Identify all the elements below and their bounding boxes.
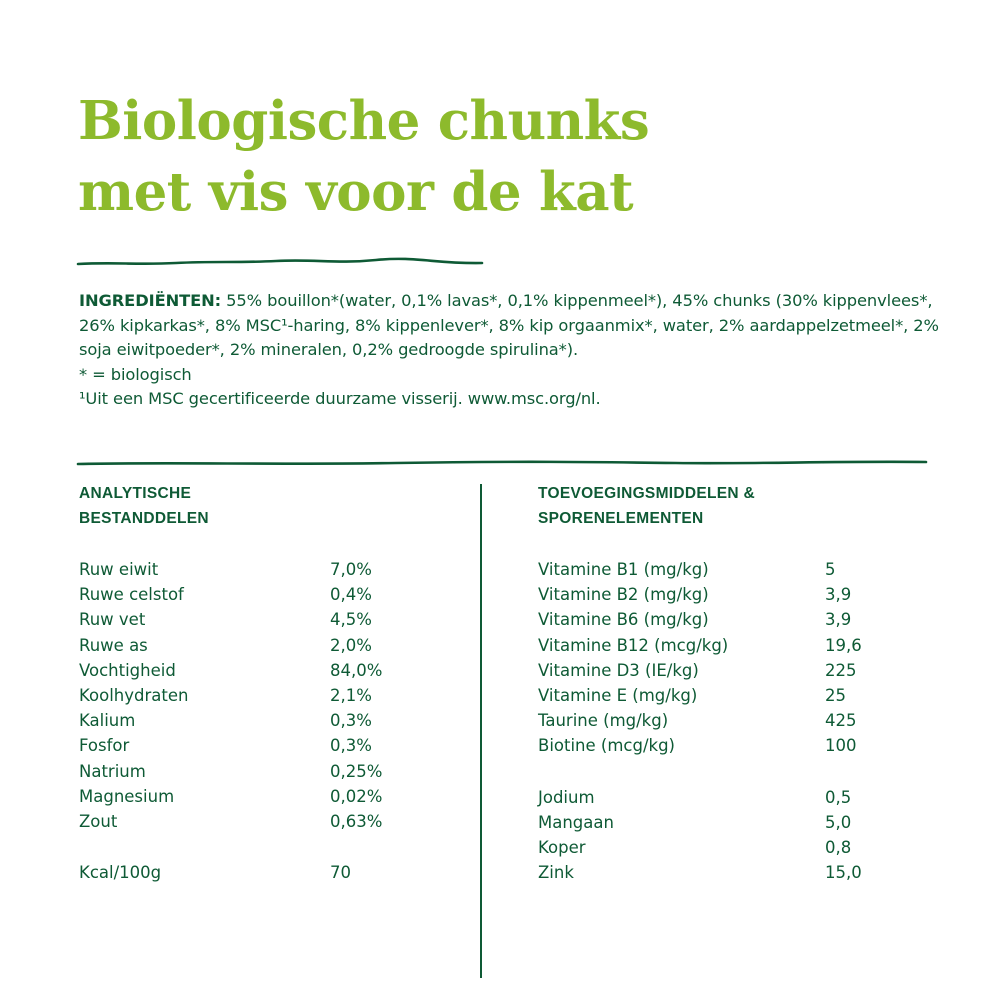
table-row bbox=[79, 708, 382, 733]
trace-element-name: Zink bbox=[538, 863, 574, 883]
table-row bbox=[79, 809, 382, 834]
additive-value: 3,9 bbox=[825, 585, 852, 605]
spacer bbox=[538, 759, 862, 785]
trace-element-value: 15,0 bbox=[825, 863, 862, 883]
table-row bbox=[538, 810, 862, 835]
additive-name: Vitamine B12 (mcg/kg) bbox=[538, 635, 729, 655]
nutrient-value: 84,0% bbox=[330, 660, 383, 680]
table-row bbox=[538, 582, 862, 607]
nutrient-value: 0,4% bbox=[330, 585, 372, 605]
nutrient-value: 2,0% bbox=[330, 635, 372, 655]
nutrient-name: Zout bbox=[79, 811, 118, 831]
table-row bbox=[79, 683, 382, 708]
table-row bbox=[538, 633, 862, 658]
trace-element-name: Mangaan bbox=[538, 812, 614, 832]
nutrient-name: Magnesium bbox=[79, 786, 175, 806]
nutrient-value: 0,63% bbox=[330, 811, 383, 831]
energy-value: 70 bbox=[330, 863, 351, 883]
nutrient-name: Ruwe celstof bbox=[79, 585, 184, 605]
additives-heading bbox=[538, 482, 755, 531]
spacer bbox=[79, 834, 382, 860]
nutrient-value: 2,1% bbox=[330, 685, 372, 705]
additive-name: Vitamine B6 (mg/kg) bbox=[538, 610, 709, 630]
ingredients-label: INGREDIËNTEN: bbox=[79, 291, 222, 310]
additive-name: Taurine (mg/kg) bbox=[538, 711, 669, 731]
additives-heading-line-2: SPORENELEMENTEN bbox=[538, 509, 704, 527]
table-row bbox=[79, 658, 382, 683]
additive-value: 5 bbox=[825, 560, 836, 579]
nutrient-name: Koolhydraten bbox=[79, 685, 189, 705]
footnote-msc: ¹Uit een MSC gecertificeerde duurzame visserij. www.msc.org/nl. bbox=[79, 389, 601, 408]
section-divider bbox=[76, 456, 928, 470]
table-row bbox=[538, 785, 862, 810]
trace-element-value: 5,0 bbox=[825, 812, 852, 832]
table-row bbox=[538, 835, 862, 860]
table-row bbox=[538, 683, 862, 708]
table-row bbox=[538, 860, 862, 885]
trace-element-value: 0,5 bbox=[825, 787, 852, 807]
energy-row bbox=[79, 860, 382, 885]
additive-value: 225 bbox=[825, 660, 857, 680]
table-row bbox=[538, 557, 862, 582]
trace-element-name: Koper bbox=[538, 837, 586, 857]
nutrient-name: Vochtigheid bbox=[79, 660, 176, 680]
additives-heading-line-1: TOEVOEGINGSMIDDELEN & bbox=[538, 485, 756, 502]
nutrient-name: Ruwe as bbox=[79, 635, 148, 655]
additive-value: 25 bbox=[825, 685, 846, 705]
title-line-1: Biologische chunks bbox=[78, 90, 650, 152]
additive-name: Biotine (mcg/kg) bbox=[538, 736, 675, 756]
trace-element-name: Jodium bbox=[538, 787, 595, 807]
nutrient-name: Ruw eiwit bbox=[79, 560, 159, 579]
nutrient-value: 0,3% bbox=[330, 711, 372, 731]
title-divider bbox=[76, 255, 486, 271]
table-row bbox=[538, 658, 862, 683]
analytical-heading bbox=[79, 482, 209, 531]
additive-name: Vitamine D3 (IE/kg) bbox=[538, 660, 699, 680]
additive-name: Vitamine B2 (mg/kg) bbox=[538, 585, 709, 605]
table-row bbox=[538, 607, 862, 632]
ingredients-list: 55% bouillon*(water, 0,1% lavas*, 0,1% kippenmeel*), 45% chunks (30% kippenvlees*, 26% kipkarkas*, 8% MSC¹-haring, 8% kippenlever*, 8% kip orgaanmix*, water, 2% aardappelzetmeel*, 2% soja eiwitpoeder*, 2% mineralen, 0,2% gedroogde spirulina*). bbox=[79, 291, 939, 359]
title-line-2: met vis voor de kat bbox=[78, 161, 634, 223]
table-row bbox=[538, 733, 862, 758]
nutrient-name: Natrium bbox=[79, 761, 146, 781]
nutrient-value: 4,5% bbox=[330, 610, 372, 630]
additive-value: 425 bbox=[825, 711, 857, 731]
nutrient-name: Ruw vet bbox=[79, 610, 146, 630]
additive-value: 3,9 bbox=[825, 610, 852, 630]
trace-element-value: 0,8 bbox=[825, 837, 852, 857]
analytical-heading-line-1: ANALYTISCHE bbox=[79, 485, 192, 502]
analytical-table bbox=[79, 557, 382, 885]
additive-name: Vitamine E (mg/kg) bbox=[538, 685, 698, 705]
additive-name: Vitamine B1 (mg/kg) bbox=[538, 560, 709, 579]
nutrient-value: 0,02% bbox=[330, 786, 383, 806]
nutrient-value: 7,0% bbox=[330, 560, 372, 579]
page-title bbox=[78, 86, 649, 228]
table-row bbox=[79, 733, 382, 758]
additives-table bbox=[538, 557, 862, 885]
table-row bbox=[79, 784, 382, 809]
nutrient-name: Kalium bbox=[79, 711, 136, 731]
nutrient-value: 0,3% bbox=[330, 736, 372, 756]
table-row bbox=[79, 633, 382, 658]
table-row bbox=[79, 759, 382, 784]
ingredients-block bbox=[79, 289, 939, 412]
table-row bbox=[79, 582, 382, 607]
table-row bbox=[79, 557, 382, 582]
nutrient-name: Fosfor bbox=[79, 736, 130, 756]
analytical-heading-line-2: BESTANDDELEN bbox=[79, 509, 209, 527]
table-row bbox=[538, 708, 862, 733]
energy-label: Kcal/100g bbox=[79, 863, 162, 883]
ingredients-text bbox=[79, 289, 939, 363]
table-row bbox=[79, 607, 382, 632]
additive-value: 19,6 bbox=[825, 635, 862, 655]
footnote-organic: * = biologisch bbox=[79, 364, 192, 384]
column-divider bbox=[480, 484, 482, 978]
additive-value: 100 bbox=[825, 736, 857, 756]
nutrient-value: 0,25% bbox=[330, 761, 383, 781]
